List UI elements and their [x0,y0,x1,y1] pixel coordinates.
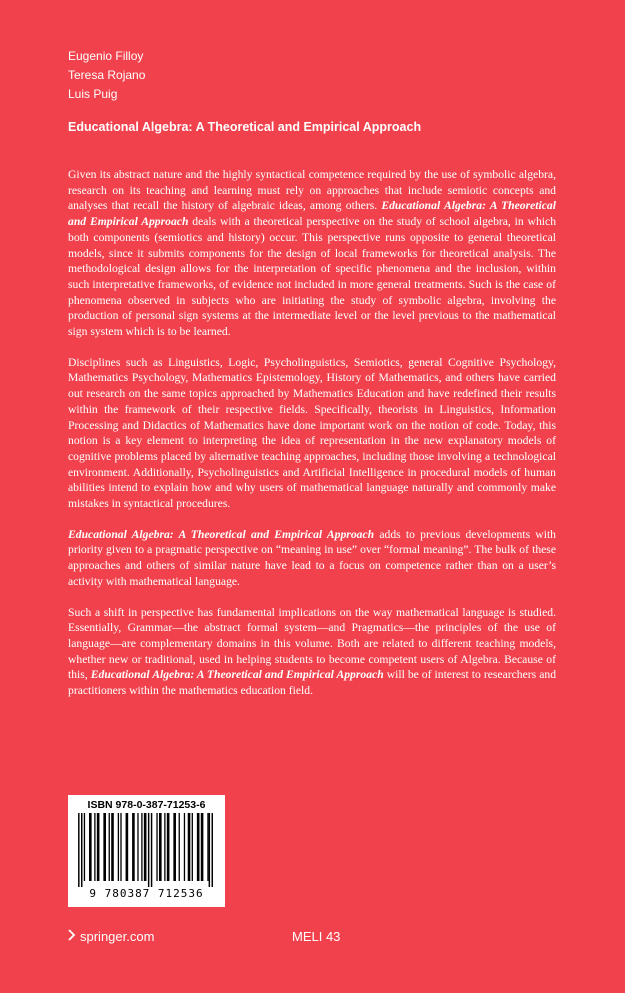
barcode-bar [97,813,100,881]
series-label: MELI 43 [292,929,341,944]
author-name: Teresa Rojano [68,68,146,82]
barcode-bar [173,813,176,881]
book-title-inline: Educational Algebra: A Theoretical and Empirical Approach [68,199,556,229]
barcode-bar [118,813,119,881]
barcode-bar [126,813,129,881]
barcode-bar [141,813,142,881]
barcode-bar [188,813,191,881]
barcode-bar [148,813,149,887]
book-title-inline: Educational Algebra: A Theoretical and Empirical Approach [90,668,384,682]
publisher-link[interactable] [68,929,154,944]
book-title-inline: Educational Algebra: A Theoretical and Empirical Approach [68,527,375,541]
barcode-bar [184,813,185,881]
barcode-bar [179,813,180,881]
isbn-barcode [68,795,225,907]
barcode-bar [159,813,162,881]
barcode-bar [209,813,210,887]
barcode-bar [197,813,200,881]
paragraph-text: will be of interest to researchers and practitioners within the mathematics education field. [68,668,557,698]
blurb-paragraph [68,355,556,512]
isbn-label: ISBN 978-0-387-71253-6 [87,799,206,811]
barcode-bar [84,813,85,881]
barcode-bar [111,813,114,881]
barcode-bar [167,813,170,881]
barcode-bar [144,813,147,881]
barcode-bar [103,813,106,881]
barcode-bar [109,813,110,881]
barcode-bar [151,813,152,887]
barcode-bars [76,813,217,887]
paragraph-text: adds to previous developments with priority given to a pragmatic perspective on “meaning in use” over “formal meaning”. The bulk of these approaches and others of similar nature have lead to a focus on competence rather than on a user’s activity with mathematical language. [68,527,556,588]
author-name: Luis Puig [68,87,118,101]
barcode-bar [89,813,92,881]
blurb-paragraph [68,527,556,590]
barcode-bar [94,813,95,881]
barcode-bar [120,813,121,881]
barcode-bar [132,813,135,881]
barcode-bar [201,813,204,881]
barcode-bar [164,813,165,881]
barcode-bar [156,813,157,881]
barcode-digits: 9 780387 712536 [89,887,204,900]
barcode-bar [192,813,193,881]
blurb-paragraph [68,167,556,340]
barcode-bar [137,813,138,881]
barcode-bar [207,813,208,881]
paragraph-text: Disciplines such as Linguistics, Logic, Psycholinguistics, Semiotics, general Cognitive Psychology, Mathematics Psychology, Mathematics Epistemology, History of Mathematics, and others have carried out research on the same topics approached by Mathematics Education and have redefined their results within the framework of their respective fields. Specifically, theorists in Linguistics, Information Processing and Didactics of Mathematics have done important work on the notion of code. Today, this notion is a key element to interpreting the idea of representation in the new explanatory models of cognitive problems placed by alternative teaching approaches, including those involving a technological environment. Additionally, Psycholinguistics and Artificial Intelligence in procedural models of human abilities intend to explain how and why users of mathematical language naturally and commonly make mistakes in syntactical procedures. [68,355,556,511]
paragraph-text: Such a shift in perspective has fundamental implications on the way mathematical language is studied. Essentially, Grammar—the abstract formal system—and Pragmatics—the principles of the use of language—are complementary domains in this volume. Both are related to different teaching models, whether new or traditional, used in helping students to become competent users of Algebra. Because of this, [68,605,556,682]
barcode-bar [81,813,82,887]
barcode-bar [212,813,213,887]
book-title: Educational Algebra: A Theoretical and Empirical Approach [68,120,422,134]
chevron-right-icon [68,929,76,944]
back-cover-blurb [68,167,556,714]
publisher-url: springer.com [80,929,155,944]
blurb-paragraph [68,605,556,699]
paragraph-text: Given its abstract nature and the highly syntactical competence required by the use of symbolic algebra, research on its teaching and learning must rely on approaches that include semiotic concepts and analyses that recall the history of algebraic ideas, among others. [68,168,556,213]
barcode-bar [78,813,79,887]
author-list [68,47,145,104]
paragraph-text: deals with a theoretical perspective on the study of school algebra, in which both components (semiotics and history) occur. This perspective runs opposite to general theoretical models, since it submits components for the design of local frameworks for theoretical analysis. The methodological design allows for the interpretation of specific phenomena and the inclusion, within such interpretative frameworks, of evidence not included in more general treatments. Such is the case of phenomena observed in subjects who are initiating the study of symbolic algebra, involving the production of personal sign systems at the intermediate level or the level previous to the mathematical sign system which is to be learned. [68,215,557,339]
author-name: Eugenio Filloy [68,49,144,63]
